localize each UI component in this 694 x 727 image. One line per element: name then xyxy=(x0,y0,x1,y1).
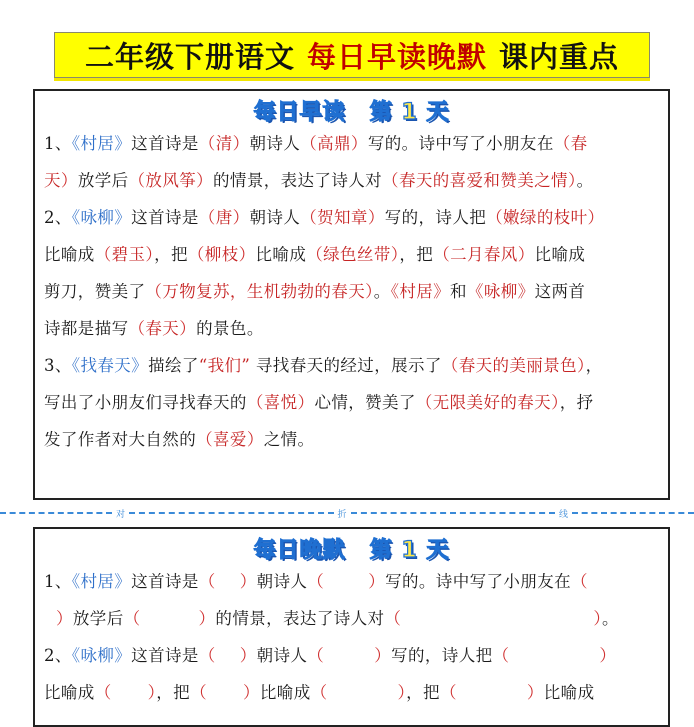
text-line xyxy=(44,347,660,384)
answer-bracket: （ xyxy=(439,683,457,702)
answer-bracket: ） xyxy=(147,683,157,702)
body-text: 比喻成 xyxy=(255,245,307,264)
answer-text: 无限美好的春天 xyxy=(432,393,552,412)
answer-bracket: （ xyxy=(128,319,146,338)
answer-bracket: （ xyxy=(486,208,504,227)
text-line xyxy=(44,199,660,236)
answer-bracket: （ xyxy=(94,683,112,702)
title-key-points: 课内重点 xyxy=(499,39,620,74)
answer-bracket: （ xyxy=(492,646,510,665)
body-text: 写的。诗中写了小朋友在 xyxy=(367,134,554,153)
answer-text: 高鼎 xyxy=(317,134,351,153)
answer-bracket: ） xyxy=(297,393,315,412)
answer-bracket: （ xyxy=(571,572,588,591)
body-text: 的情景，表达了诗人对 xyxy=(213,171,383,190)
answer-bracket: ） xyxy=(367,208,385,227)
answer-bracket: ） xyxy=(350,134,368,153)
text-line xyxy=(44,310,660,347)
title-morning-evening: 每日早读晚默 xyxy=(306,39,487,74)
body-text: 的景色。 xyxy=(196,319,264,338)
text-line xyxy=(44,600,660,637)
body-text: 比喻成 xyxy=(534,245,586,264)
answer-bracket: （ xyxy=(415,393,433,412)
fold-dash xyxy=(572,512,694,514)
answer-bracket: ） xyxy=(196,171,214,190)
fold-label-3: 线 xyxy=(559,509,569,520)
text-line xyxy=(44,421,660,458)
body-text: 这两首 xyxy=(534,282,586,301)
body-text: 1、 xyxy=(44,572,72,591)
answer-bracket: （ xyxy=(145,282,163,301)
answer-text: 碧玉 xyxy=(111,245,146,264)
evening-title-label: 每日晚默 xyxy=(253,538,346,563)
answer-bracket: ） xyxy=(56,609,73,628)
body-text: 写出了小朋友们寻找春天的 xyxy=(44,393,247,412)
answer-bracket: （ xyxy=(246,393,264,412)
text-line xyxy=(44,125,660,162)
answer-text: 天 xyxy=(44,171,61,190)
body-text: 。 xyxy=(373,282,391,301)
answer-text: 嫩绿的枝叶 xyxy=(503,208,588,227)
body-text: 这首诗是 xyxy=(131,646,199,665)
answer-text: 清 xyxy=(215,134,233,153)
answer-bracket: ） xyxy=(198,609,216,628)
answer-text: 春天的喜爱和赞美之情 xyxy=(398,171,568,190)
answer-text: 放风筝 xyxy=(145,171,197,190)
body-text: 朝诗人 xyxy=(249,134,301,153)
answer-bracket: （ xyxy=(190,683,207,702)
answer-bracket: ） xyxy=(242,683,260,702)
body-text: 朝诗人 xyxy=(249,208,301,227)
morning-card-title xyxy=(35,95,668,125)
fold-dash xyxy=(129,512,333,514)
evening-day-label: 第 1 天 xyxy=(369,538,450,563)
morning-reading-card xyxy=(33,89,670,500)
body-text: 和 xyxy=(450,282,467,301)
body-text: 放学后 xyxy=(72,609,124,628)
body-text: 写的，诗人把 xyxy=(391,646,493,665)
body-text: ，把 xyxy=(154,245,188,264)
evening-text xyxy=(35,563,668,711)
answer-bracket: ） xyxy=(551,393,560,412)
answer-text: 春天的美丽景色 xyxy=(458,356,578,375)
fold-label-2: 折 xyxy=(337,509,347,520)
answer-bracket: （ xyxy=(198,208,216,227)
body-text: ，抒 xyxy=(559,393,594,412)
answer-bracket: ） xyxy=(593,609,602,628)
answer-bracket: ） xyxy=(368,572,386,591)
answer-bracket: （ xyxy=(196,430,214,449)
answer-text: 柳枝 xyxy=(204,245,239,264)
morning-title-label: 每日早读 xyxy=(253,100,346,125)
body-text: 的情景，表达了诗人对 xyxy=(215,609,385,628)
body-text: 。 xyxy=(576,171,594,190)
answer-bracket: （ xyxy=(310,683,328,702)
answer-bracket: （ xyxy=(198,134,216,153)
body-text: 比喻成 xyxy=(44,245,95,264)
answer-text: 春 xyxy=(570,134,588,153)
body-text: 3、 xyxy=(44,356,72,375)
answer-bracket: （ xyxy=(433,245,451,264)
answer-bracket: ） xyxy=(599,646,617,665)
answer-bracket: （ xyxy=(553,134,571,153)
text-line xyxy=(44,563,660,600)
body-text: 这首诗是 xyxy=(131,572,199,591)
answer-bracket: （ xyxy=(441,356,459,375)
body-text: 描绘了 xyxy=(148,356,199,375)
answer-bracket: （ xyxy=(300,134,318,153)
answer-bracket: ） xyxy=(232,134,250,153)
answer-bracket: （ xyxy=(300,208,318,227)
answer-bracket: ） xyxy=(567,171,577,190)
body-text: 比喻成 xyxy=(44,683,95,702)
answer-bracket: ） xyxy=(246,430,264,449)
page-title-banner xyxy=(54,32,650,78)
answer-bracket: ） xyxy=(60,171,78,190)
answer-bracket: （ xyxy=(128,171,146,190)
fold-dash xyxy=(0,512,112,514)
answer-text: 贺知章 xyxy=(317,208,368,227)
answer-bracket: ） xyxy=(365,282,374,301)
body-text: 2、 xyxy=(44,208,72,227)
answer-bracket: ） xyxy=(374,646,392,665)
body-text: 心情，赞美了 xyxy=(314,393,416,412)
morning-day-label: 第 1 天 xyxy=(369,100,450,125)
text-line xyxy=(44,384,660,421)
answer-bracket: ） xyxy=(587,208,605,227)
answer-bracket: （ xyxy=(307,572,325,591)
answer-bracket: （ xyxy=(123,609,141,628)
answer-bracket: ） xyxy=(517,245,535,264)
answer-bracket: （ xyxy=(384,609,402,628)
answer-text: 喜爱 xyxy=(213,430,247,449)
body-text: 寻找春天的经过，展示了 xyxy=(250,356,442,375)
body-text: 比喻成 xyxy=(543,683,595,702)
answer-text: “我们” xyxy=(198,356,251,375)
body-text: 比喻成 xyxy=(259,683,311,702)
fold-label-1: 对 xyxy=(116,509,126,520)
answer-bracket: ） xyxy=(238,245,256,264)
body-text: ，把 xyxy=(156,683,191,702)
poem-title: 《找春天》 xyxy=(71,356,149,375)
answer-text: 绿色丝带 xyxy=(323,245,391,264)
answer-bracket: ） xyxy=(526,683,544,702)
body-text: 1、 xyxy=(44,134,72,153)
text-line xyxy=(44,674,660,711)
text-line xyxy=(44,162,660,199)
text-line xyxy=(44,236,660,273)
body-text: 发了作者对大自然的 xyxy=(44,430,197,449)
answer-text: 唐 xyxy=(215,208,233,227)
poem-title: 《咏柳》 xyxy=(71,646,132,665)
answer-bracket: ） xyxy=(239,646,257,665)
body-text: 朝诗人 xyxy=(256,572,308,591)
answer-bracket: ） xyxy=(239,572,257,591)
body-text: 之情。 xyxy=(263,430,315,449)
text-line xyxy=(44,637,660,674)
answer-text: 《咏柳》 xyxy=(466,282,535,301)
fold-dash xyxy=(351,512,555,514)
body-text: 放学后 xyxy=(77,171,129,190)
answer-bracket: ） xyxy=(179,319,197,338)
fold-line xyxy=(0,505,694,521)
body-text: ，把 xyxy=(399,245,434,264)
poem-title: 《村居》 xyxy=(71,134,132,153)
answer-text: 《村居》 xyxy=(390,282,451,301)
answer-text: 喜悦 xyxy=(263,393,298,412)
answer-text: 二月春风 xyxy=(450,245,518,264)
answer-bracket: （ xyxy=(198,646,216,665)
body-text: 这首诗是 xyxy=(131,208,199,227)
body-text: 朝诗人 xyxy=(256,646,308,665)
answer-bracket: ） xyxy=(232,208,250,227)
body-text: 写的。诗中写了小朋友在 xyxy=(385,572,572,591)
answer-bracket: （ xyxy=(307,646,325,665)
body-text: 这首诗是 xyxy=(131,134,199,153)
body-text: ， xyxy=(585,356,603,375)
evening-card-title xyxy=(35,533,668,563)
answer-bracket: ） xyxy=(577,356,586,375)
answer-bracket: （ xyxy=(198,572,216,591)
body-text: 写的，诗人把 xyxy=(384,208,487,227)
answer-bracket: （ xyxy=(187,245,205,264)
poem-title: 《咏柳》 xyxy=(71,208,132,227)
answer-bracket: （ xyxy=(94,245,112,264)
poem-title: 《村居》 xyxy=(71,572,132,591)
text-line xyxy=(44,273,660,310)
answer-bracket: ） xyxy=(390,245,400,264)
answer-bracket: ） xyxy=(145,245,155,264)
body-text: 2、 xyxy=(44,646,72,665)
body-text: 剪刀，赞美了 xyxy=(44,282,146,301)
evening-dictation-card xyxy=(33,527,670,727)
morning-text xyxy=(35,125,668,458)
answer-bracket: （ xyxy=(306,245,324,264)
body-text: ，把 xyxy=(406,683,440,702)
answer-bracket: （ xyxy=(382,171,399,190)
body-text: 诗都是描写 xyxy=(44,319,129,338)
answer-bracket: ） xyxy=(397,683,407,702)
title-grade: 二年级下册语文 xyxy=(84,39,295,74)
answer-text: 万物复苏，生机勃勃的春天 xyxy=(162,282,366,301)
body-text: 。 xyxy=(601,609,619,628)
answer-text: 春天 xyxy=(145,319,180,338)
